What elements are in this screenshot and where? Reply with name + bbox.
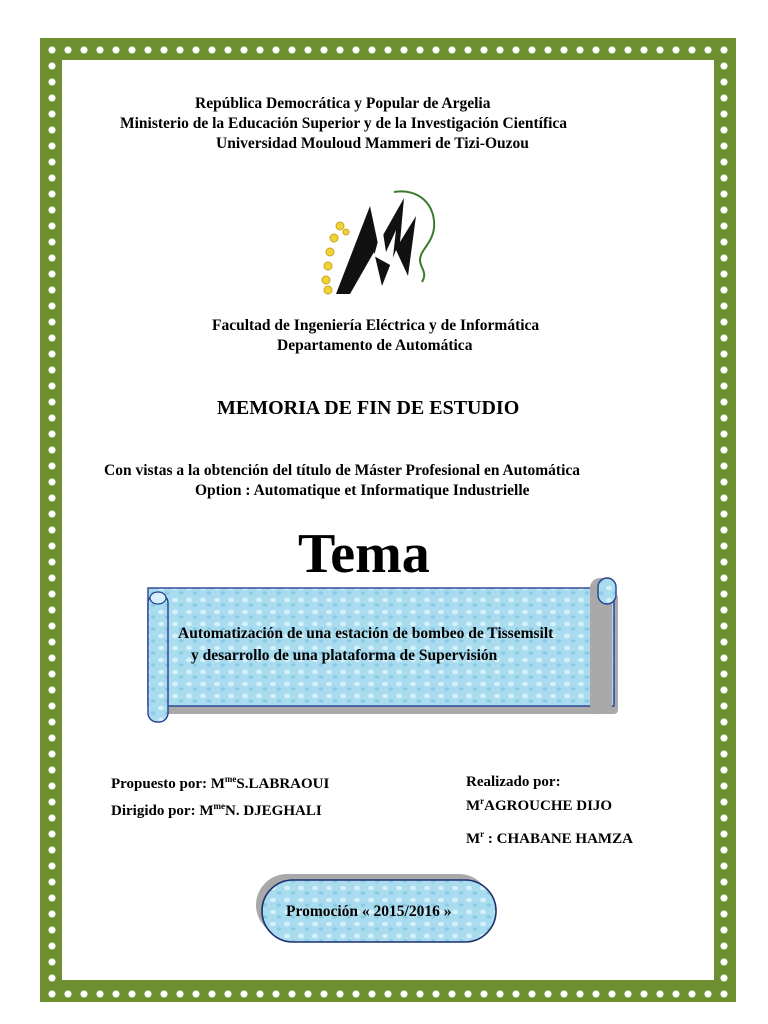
tema-heading: Tema (298, 523, 430, 585)
dirigido-name: N. DJEGHALI (225, 803, 322, 819)
realizado-label: Realizado por: (466, 774, 561, 790)
propuesto-name: S.LABRAOUI (236, 776, 330, 792)
dirigido-line (111, 801, 322, 820)
option-line: Option : Automatique et Informatique Industrielle (195, 482, 530, 499)
dirigido-title-sup: me (213, 801, 225, 811)
propuesto-line (111, 774, 329, 793)
author-2-prefix: M (466, 831, 481, 847)
author-2-name: : CHABANE HAMZA (484, 831, 633, 847)
department-line: Departamento de Automática (277, 337, 473, 354)
author-1-name: AGROUCHE DIJO (484, 798, 613, 814)
author-1-sup: r (480, 796, 485, 806)
dirigido-prefix: Dirigido por: M (111, 803, 214, 819)
propuesto-title-sup: me (224, 774, 237, 784)
tema-line-2: y desarrollo de una plataforma de Supervisión (191, 647, 498, 664)
author-2-sup: r (480, 829, 485, 839)
propuesto-prefix: Propuesto por: M (111, 776, 225, 792)
author-1 (466, 796, 612, 815)
memoria-title: MEMORIA DE FIN DE ESTUDIO (217, 397, 520, 419)
tema-line-1: Automatización de una estación de bombeo de Tissemsilt (178, 625, 554, 642)
university-line: Universidad Mouloud Mammeri de Tizi-Ouzou (216, 135, 529, 152)
author-1-prefix: M (466, 798, 481, 814)
university-logo (316, 186, 440, 298)
author-2 (466, 829, 633, 848)
faculty-line: Facultad de Ingeniería Eléctrica y de Informática (212, 317, 540, 334)
ministry-line: Ministerio de la Educación Superior y de la Investigación Científica (120, 115, 568, 132)
degree-line: Con vistas a la obtención del título de Máster Profesional en Automática (104, 462, 581, 479)
promotion-label: Promoción « 2015/2016 » (286, 903, 452, 920)
country-line: República Democrática y Popular de Argelia (195, 95, 491, 112)
